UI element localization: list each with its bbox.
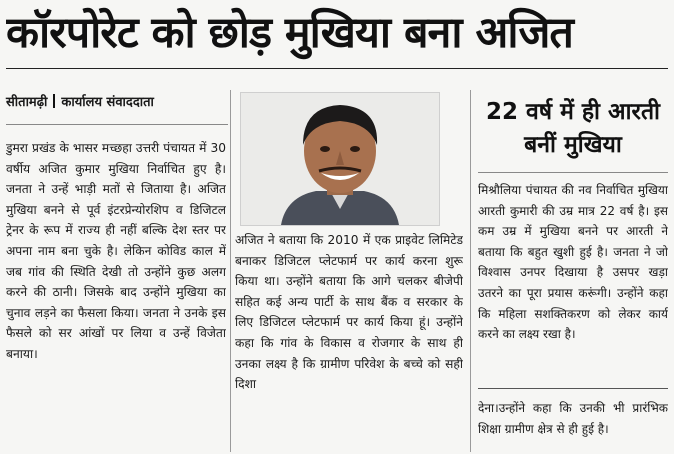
byline-source: कार्यालय संवाददाता	[61, 95, 154, 110]
subheadline: 22 वर्ष में ही आरती बनीं मुखिया	[485, 99, 661, 158]
headline-rule	[6, 68, 668, 69]
column-divider-1	[230, 90, 231, 452]
byline-divider	[53, 94, 55, 108]
article-column-1: डुमरा प्रखंड के भासर मच्छहा उत्तरी पंचायत में 30 वर्षीय अजित कुमार मुखिया निर्वाचित हुए है। जनता ने उन्हें भाड़ी मतों से जिताया है। अजित मुखिया बनने से पूर्व इंटरप्रेन्योरशिप व डिजिटल ट्रेनर के रूप में राज्य ही नहीं बल्कि देश स्तर पर अपना नाम बना चुके है। लेकिन कोविड काल में जब गांव की स्थिति देखी तो उन्होंने कुछ अलग करने की ठानी। जिसके बाद उन्होंने मुखिया का चुनाव लड़ने का फैसला किया। जनता ने उनके इस फैसले को सर आंखों पर लिया व उन्हें विजेता बनाया।	[6, 141, 226, 361]
article-column-3-continued: देना।उन्होंने कहा कि उनकी भी प्रारंभिक शिक्षा ग्रामीण क्षेत्र से ही हुई है।	[478, 401, 668, 436]
byline-location: सीतामढ़ी	[6, 95, 48, 110]
byline	[6, 92, 234, 114]
column-divider-2	[470, 90, 471, 452]
headline: कॉरपोरेट को छोड़ मुखिया बना अजित	[6, 8, 573, 58]
subhead-rule	[478, 172, 668, 173]
portrait-photo	[240, 92, 440, 226]
byline-rule	[6, 124, 228, 125]
article-column-2: अजित ने बताया कि 2010 में एक प्राइवेट लिमिटेड बनाकर डिजिटल प्लेटफार्म पर कार्य करना शुरू किया था। उन्होंने बताया कि आगे चलकर बीजेपी सहित कई अन्य पार्टी के साथ बैंक व सरकार के लिए डिजिटल प्लेटफार्म पर कार्य किया हूं। उन्होंने कहा कि गांव के विकास व रोजगार के साथ ही उनका लक्ष्य है कि ग्रामीण परिवेश के बच्चे को सही दिशा	[235, 233, 463, 392]
article-column-3: मिश्रौलिया पंचायत की नव निर्वाचित मुखिया आरती कुमारी की उम्र मात्र 22 वर्ष है। इस कम उम्र में मुखिया बनने पर आरती ने बताया कि बहुत खुशी हुई है। जनता ने जो विश्वास उनपर दिखाया है उसपर खड़ा उतरने का पूरा प्रयास करूंगी। उन्होंने कहा कि महिला सशक्तिकरण को लेकर कार्य करने का लक्ष्य रखा है।	[478, 183, 668, 342]
person-portrait-icon	[241, 93, 439, 225]
column-3-separator	[478, 388, 668, 389]
